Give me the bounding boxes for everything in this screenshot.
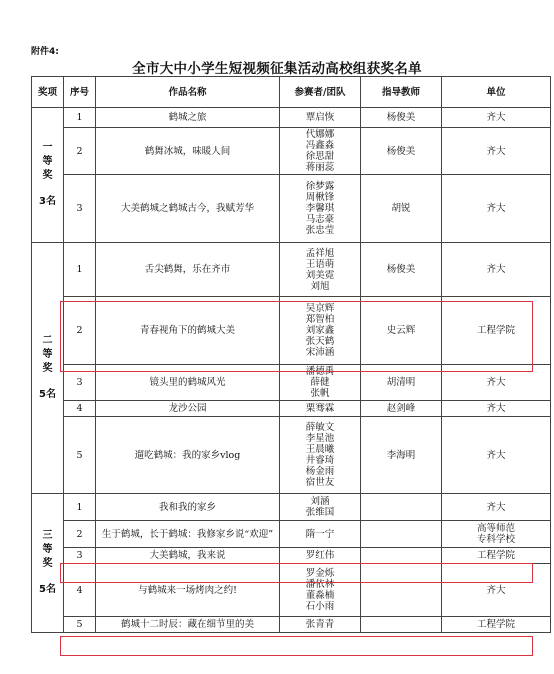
- participants-cell: [280, 128, 361, 175]
- work-title: 遛吃鹤城：我的家乡vlog: [96, 417, 280, 494]
- participant-name: 吴京辉: [305, 303, 335, 314]
- unit-cell: [442, 297, 551, 365]
- teacher-name: [361, 617, 442, 633]
- table-header-row: [32, 77, 551, 108]
- award-level-char: 等: [42, 156, 53, 167]
- participant-name: 罗金烁: [305, 568, 335, 579]
- row-number: 2: [64, 297, 96, 365]
- header-number: 序号: [64, 77, 96, 108]
- participant-name: 张天鹤: [305, 336, 335, 347]
- participant-name: 郑智柏: [305, 314, 335, 325]
- participant-name: 刘美霓: [305, 269, 335, 281]
- participant-name: 刘涵: [310, 496, 330, 507]
- award-level-char: 二: [42, 335, 53, 346]
- participants-cell: [280, 243, 361, 297]
- table-row: [32, 494, 551, 521]
- award-count: 5名: [39, 389, 56, 400]
- participants-cell: [280, 548, 361, 564]
- attachment-label: 附件4:: [31, 47, 59, 57]
- unit-cell: [442, 564, 551, 617]
- page-title: 全市大中小学生短视频征集活动高校组获奖名单: [132, 61, 422, 77]
- table-body: [32, 108, 551, 633]
- work-title: 青春视角下的鹤城大美: [96, 297, 280, 365]
- unit-cell: [442, 417, 551, 494]
- award-level-char: 等: [42, 349, 53, 360]
- table-row: [32, 564, 551, 617]
- award-level-char: 奖: [42, 363, 53, 374]
- participant-name: 潘依林: [305, 579, 335, 590]
- teacher-name: 胡清明: [361, 365, 442, 401]
- participant-name: 孟祥旭: [305, 247, 335, 259]
- unit-cell: [442, 108, 551, 128]
- participant-name: 李星池: [305, 433, 335, 444]
- row-number: 3: [64, 365, 96, 401]
- row-number: 1: [64, 243, 96, 297]
- award-level-cell: [32, 108, 64, 243]
- unit-name: 齐大: [486, 112, 506, 123]
- participant-name: 井睿琦: [305, 455, 335, 466]
- teacher-name: [361, 548, 442, 564]
- participant-name: 薛健: [310, 377, 330, 388]
- unit-name: 齐大: [486, 377, 506, 388]
- unit-cell: [442, 128, 551, 175]
- participant-name: 隋一宁: [305, 528, 335, 540]
- participants-cell: [280, 108, 361, 128]
- table-row: [32, 243, 551, 297]
- row-number: 1: [64, 494, 96, 521]
- participant-name: 薛敏文: [305, 422, 335, 433]
- unit-cell: [442, 365, 551, 401]
- header-unit: 单位: [442, 77, 551, 108]
- unit-cell: [442, 548, 551, 564]
- work-title: 鹤城十二时辰：藏在细节里的美: [96, 617, 280, 633]
- header-teacher: 指导教师: [361, 77, 442, 108]
- participants-cell: [280, 417, 361, 494]
- unit-cell: [442, 494, 551, 521]
- award-level-char: 等: [42, 544, 53, 555]
- participant-name: 李馨琪: [305, 203, 335, 214]
- award-level-cell: [32, 494, 64, 633]
- work-title: 我和我的家乡: [96, 494, 280, 521]
- participants-cell: [280, 617, 361, 633]
- table-row: [32, 108, 551, 128]
- participant-name: 潘德禹: [305, 366, 335, 377]
- participants-cell: [280, 175, 361, 243]
- teacher-name: 史云辉: [361, 297, 442, 365]
- participant-name: 杨金雨: [305, 466, 335, 477]
- unit-cell: [442, 175, 551, 243]
- participant-name: 张青青: [305, 619, 335, 630]
- table-row: [32, 175, 551, 243]
- table-row: [32, 128, 551, 175]
- participant-name: 王晨曦: [305, 444, 335, 455]
- participant-name: 周楸锋: [305, 192, 335, 203]
- award-count: 5名: [39, 584, 56, 595]
- participants-cell: [280, 494, 361, 521]
- participants-cell: [280, 365, 361, 401]
- participant-name: 罗红伟: [305, 550, 335, 561]
- participant-name: 蒋丽蕊: [305, 162, 335, 173]
- row-number: 2: [64, 128, 96, 175]
- unit-name: 齐大: [486, 145, 506, 157]
- award-level-char: 奖: [42, 558, 53, 569]
- participant-name: 石小雨: [305, 601, 335, 612]
- work-title: 大美鹤城之鹤城古今，我赋芳华: [96, 175, 280, 243]
- unit-name: 高等师范: [476, 523, 515, 534]
- participant-name: 董淼楠: [305, 590, 335, 601]
- table-row: [32, 417, 551, 494]
- participant-name: 马志豪: [305, 214, 335, 225]
- participant-name: 刘家鑫: [305, 325, 335, 336]
- row-number: 3: [64, 175, 96, 243]
- work-title: 龙沙公园: [96, 401, 280, 417]
- row-number: 3: [64, 548, 96, 564]
- unit-name: 工程学院: [476, 325, 515, 336]
- participant-name: 代娜娜: [305, 129, 335, 140]
- work-title: 镜头里的鹤城风光: [96, 365, 280, 401]
- participant-name: 张维国: [305, 507, 335, 518]
- row-number: 2: [64, 521, 96, 548]
- teacher-name: [361, 564, 442, 617]
- award-level-char: 一: [42, 142, 53, 153]
- unit-name: 工程学院: [476, 619, 515, 630]
- award-level-char: 三: [42, 530, 53, 541]
- row-number: 5: [64, 617, 96, 633]
- participant-name: 刘旭: [310, 280, 330, 292]
- award-level-cell: [32, 243, 64, 494]
- teacher-name: 赵剑峰: [361, 401, 442, 417]
- work-title: 大美鹤城，我来说: [96, 548, 280, 564]
- unit-cell: [442, 521, 551, 548]
- unit-name: 齐大: [486, 584, 506, 596]
- table-row: [32, 401, 551, 417]
- work-title: 鹤舞冰城，味暖人间: [96, 128, 280, 175]
- unit-cell: [442, 401, 551, 417]
- participant-name: 王语萌: [305, 258, 335, 270]
- award-level-char: 奖: [42, 170, 53, 181]
- table-row: [32, 297, 551, 365]
- work-title: 鹤城之旅: [96, 108, 280, 128]
- teacher-name: [361, 494, 442, 521]
- teacher-name: 杨俊美: [361, 243, 442, 297]
- participant-name: 宿世友: [305, 477, 335, 488]
- participant-name: 宋沛涵: [305, 347, 335, 358]
- participant-name: 张忠莹: [305, 225, 335, 236]
- work-title: 生于鹤城，长于鹤城：我修家乡说“欢迎”: [96, 521, 280, 548]
- participant-name: 徐思甜: [305, 151, 335, 162]
- participant-name: 覃启恢: [305, 112, 335, 123]
- row-number: 1: [64, 108, 96, 128]
- work-title: 与鹤城来一场烤肉之约!: [96, 564, 280, 617]
- participant-name: 张帆: [310, 388, 330, 399]
- unit-cell: [442, 243, 551, 297]
- row-number: 4: [64, 564, 96, 617]
- participants-cell: [280, 297, 361, 365]
- table-row: [32, 617, 551, 633]
- unit-name: 齐大: [486, 203, 506, 214]
- unit-name: 齐大: [486, 501, 506, 513]
- unit-name: 齐大: [486, 403, 506, 414]
- unit-name: 工程学院: [476, 550, 515, 561]
- teacher-name: 李海明: [361, 417, 442, 494]
- teacher-name: 杨俊美: [361, 108, 442, 128]
- teacher-name: [361, 521, 442, 548]
- teacher-name: 杨俊美: [361, 128, 442, 175]
- unit-name: 齐大: [486, 449, 506, 461]
- table-row: [32, 548, 551, 564]
- table-row: [32, 521, 551, 548]
- row-number: 5: [64, 417, 96, 494]
- unit-name: 专科学校: [476, 534, 515, 545]
- teacher-name: 胡锐: [361, 175, 442, 243]
- row-number: 4: [64, 401, 96, 417]
- table-row: [32, 365, 551, 401]
- work-title: 舌尖鹤舞，乐在齐市: [96, 243, 280, 297]
- participants-cell: [280, 564, 361, 617]
- participants-cell: [280, 521, 361, 548]
- participant-name: 徐梦露: [305, 181, 335, 192]
- award-count: 3名: [39, 196, 56, 207]
- header-participants: 参赛者/团队: [280, 77, 361, 108]
- participants-cell: [280, 401, 361, 417]
- award-table: [31, 76, 551, 633]
- unit-cell: [442, 617, 551, 633]
- header-work: 作品名称: [96, 77, 280, 108]
- unit-name: 齐大: [486, 264, 506, 275]
- participant-name: 栗骞霖: [305, 403, 335, 414]
- header-award: 奖项: [32, 77, 64, 108]
- participant-name: 冯鑫淼: [305, 140, 335, 151]
